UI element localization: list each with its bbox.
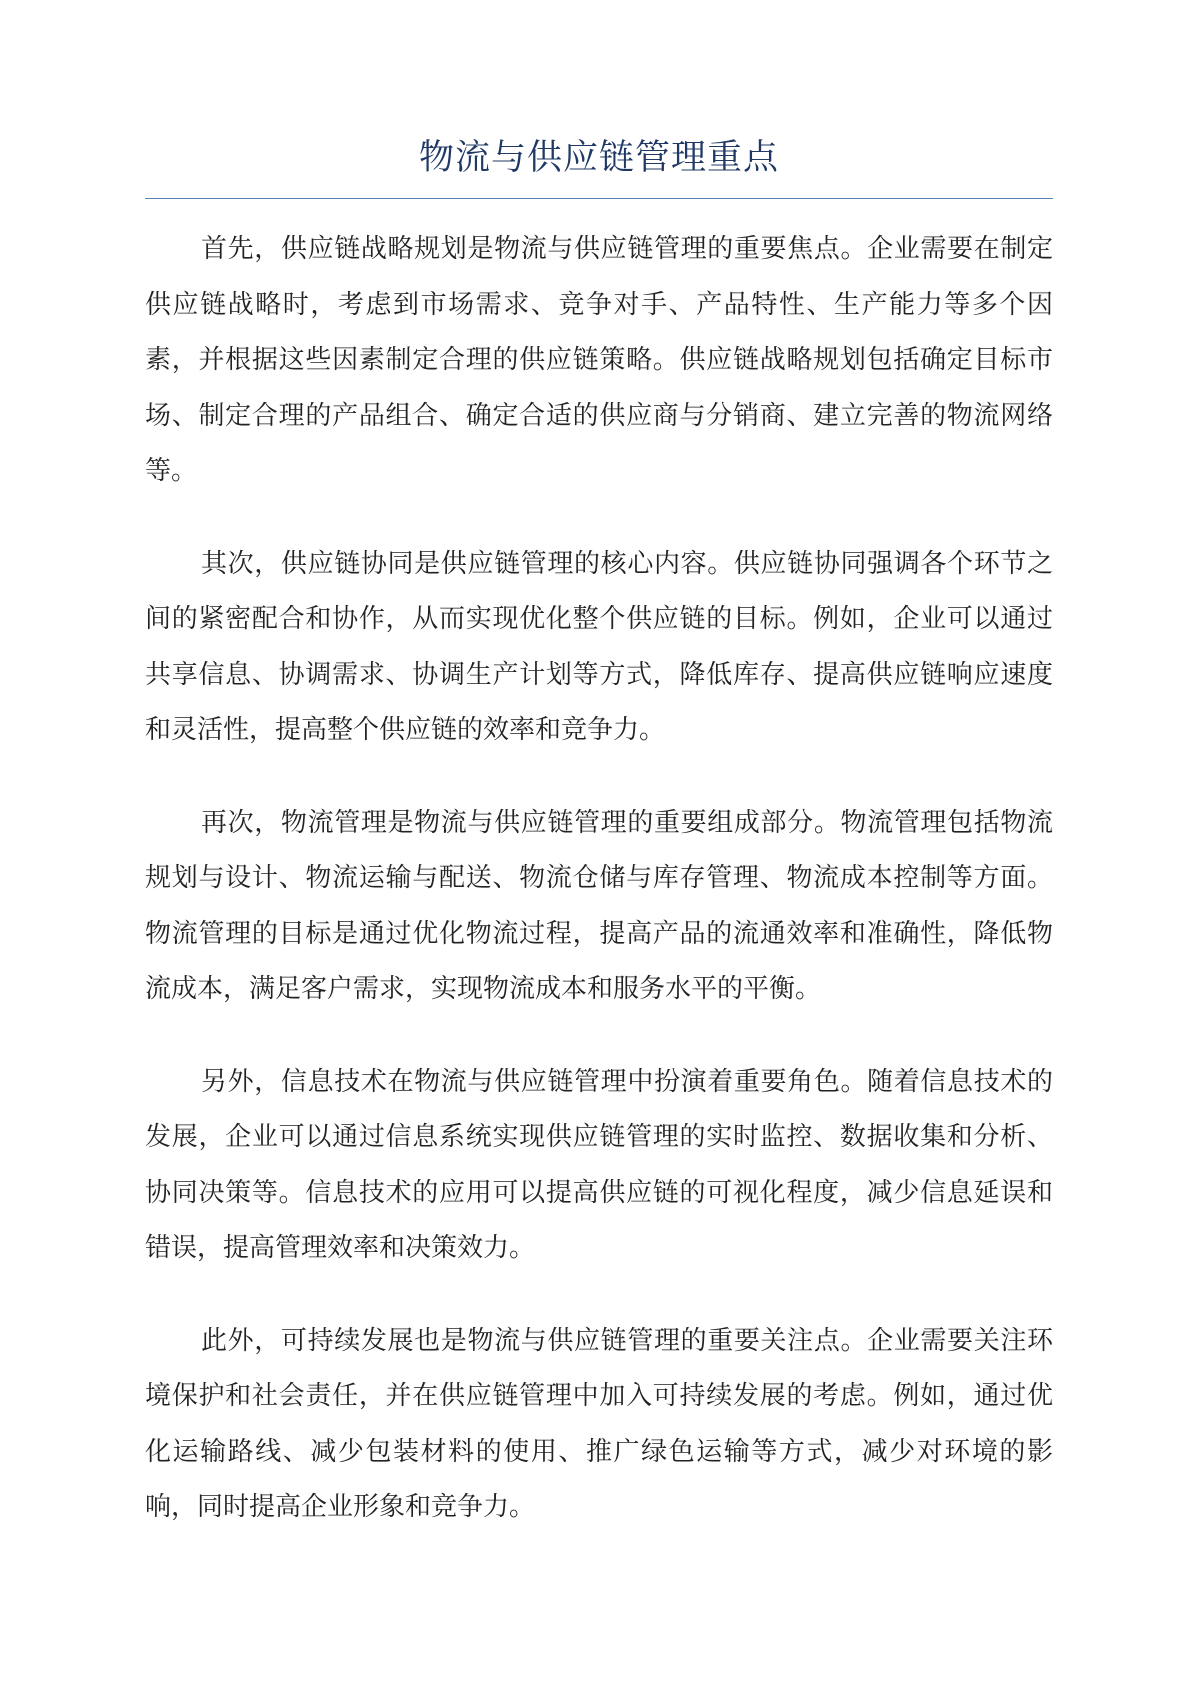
paragraph-strategy-planning: 首先，供应链战略规划是物流与供应链管理的重要焦点。企业需要在制定供应链战略时，考虑到市场需求、竞争对手、产品特性、生产能力等多个因素，并根据这些因素制定合理的供应链策略。供应链战略规划包括确定目标市场、制定合理的产品组合、确定合适的供应商与分销商、建立完善的物流网络等。 — [145, 234, 1053, 486]
paragraph-sustainability: 此外，可持续发展也是物流与供应链管理的重要关注点。企业需要关注环境保护和社会责任，并在供应链管理中加入可持续发展的考虑。例如，通过优化运输路线、减少包装材料的使用、推广绿色运输等方式，减少对环境的影响，同时提高企业形象和竞争力。 — [145, 1325, 1053, 1522]
paragraph-supply-chain-collaboration: 其次，供应链协同是供应链管理的核心内容。供应链协同强调各个环节之间的紧密配合和协作，从而实现优化整个供应链的目标。例如，企业可以通过共享信息、协调需求、协调生产计划等方式，降低库存、提高供应链响应速度和灵活性，提高整个供应链的效率和竞争力。 — [145, 548, 1053, 745]
title-underline — [145, 198, 1053, 199]
document-title: 物流与供应链管理重点 — [418, 138, 779, 178]
document-body — [145, 222, 1053, 1573]
paragraph-information-technology: 另外，信息技术在物流与供应链管理中扮演着重要角色。随着信息技术的发展，企业可以通过信息系统实现供应链管理的实时监控、数据收集和分析、协同决策等。信息技术的应用可以提高供应链的可视化程度，减少信息延误和错误，提高管理效率和决策效力。 — [145, 1066, 1053, 1263]
paragraph-logistics-management: 再次，物流管理是物流与供应链管理的重要组成部分。物流管理包括物流规划与设计、物流运输与配送、物流仓储与库存管理、物流成本控制等方面。物流管理的目标是通过优化物流过程，提高产品的流通效率和准确性，降低物流成本，满足客户需求，实现物流成本和服务水平的平衡。 — [145, 807, 1053, 1004]
